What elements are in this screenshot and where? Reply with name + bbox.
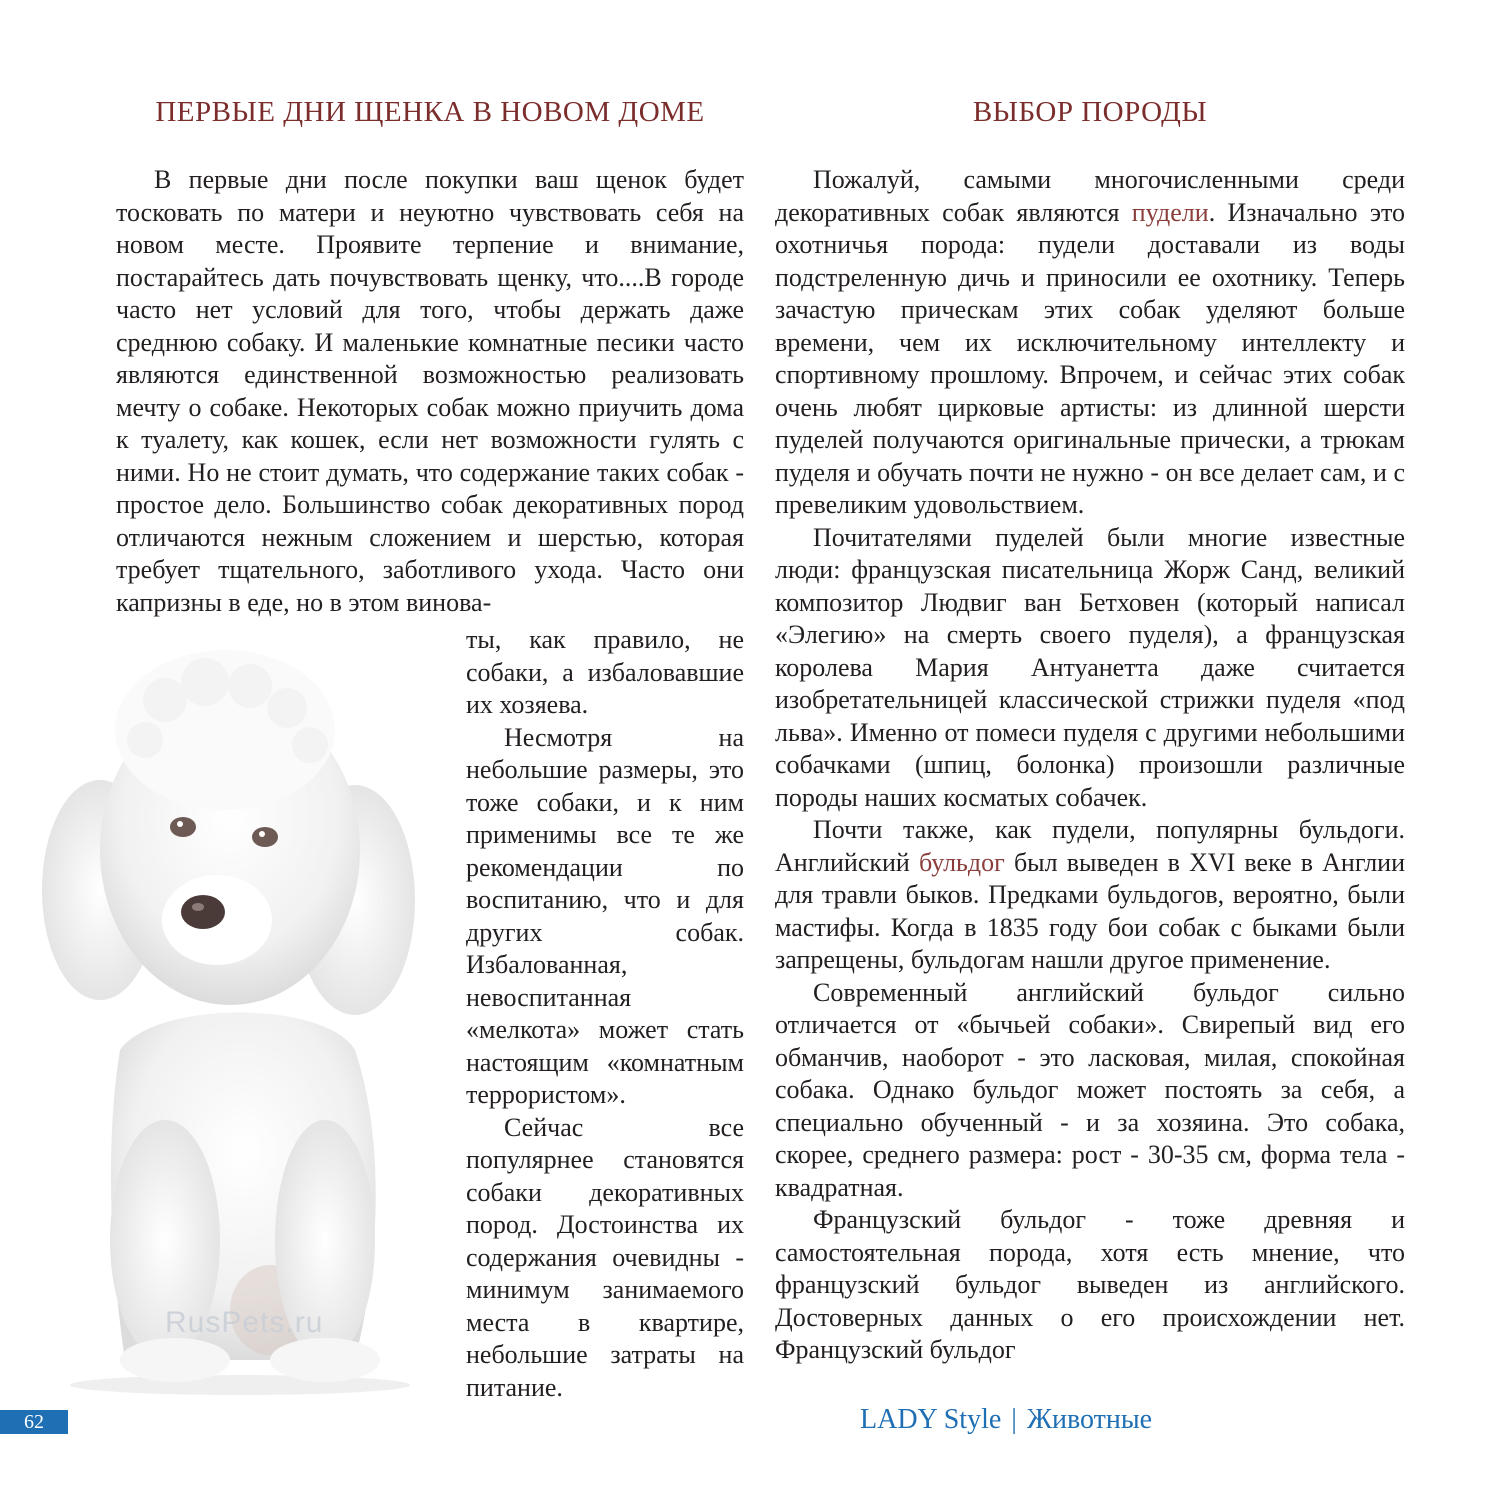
right-paragraph-3 (775, 814, 1405, 977)
right-p3-text-b: был выведен в XVI веке в Англии для травли быков. Предками бульдогов, вероятно, были мастифы. Когда в 1835 году бои собак с быками были запрещены, бульдогам нашли другое применение. (775, 847, 1405, 974)
left-intro-paragraph: В первые дни после покупки ваш щенок будет тосковать по матери и неуютно чувствовать себя на новом месте. Проявите терпение и внимание, постарайтесь дать почувствовать щенку, что....В городе часто нет условий для того, чтобы держать даже среднюю собаку. И маленькие комнатные песики часто являются единственной возможностью реализовать мечту о собаке. Некоторых собак можно приучить дома к туалету, как кошек, если нет возможности гулять с ними. Но не стоит думать, что содержание таких собак - простое дело. Большинство собак декоративных пород отличаются нежным сложением и шерстью, которая требует тщательного, заботливого ухода. Часто они капризны в еде, но в этом винова- (116, 165, 744, 617)
right-column-heading: ВЫБОР ПОРОДЫ (972, 96, 1208, 128)
left-column-heading: ПЕРВЫЕ ДНИ ЩЕНКА В НОВОМ ДОМЕ (155, 96, 705, 128)
left-wrap-paragraph-2: Несмотря на небольшие размеры, это тоже собаки, и к ним применимы все те же рекомендации по воспитанию, что и для других собак. Избалованная, невоспитанная «мелкота» может стать настоящим «комнатным террористом». (466, 722, 744, 1109)
page-number: 62 (0, 1410, 68, 1434)
magazine-name: LADY Style (860, 1404, 1002, 1435)
right-p3-text-a: Почти также, как пудели, популярны бульдоги. Английский (775, 815, 1405, 877)
footer-brand (860, 1404, 1152, 1436)
left-column-wrap (466, 624, 744, 1404)
section-name: Животные (1026, 1404, 1153, 1435)
footer-separator: | (1011, 1404, 1017, 1435)
bulldog-link[interactable]: бульдог (918, 847, 1005, 877)
left-wrap-continuation: ты, как правило, не собаки, а избаловавшие их хозяева. (466, 625, 744, 719)
poodle-illustration (25, 620, 445, 1400)
right-paragraph-4: Современный английский бульдог сильно отличается от «бычьей собаки». Свирепый вид его обманчив, наоборот - это ласковая, милая, спокойная собака. Однако бульдог может постоять за себя, а специально обученный - и за хозяина. Это собака, скорее, среднего размера: рост - 30-35 см, форма тела - квадратная. (775, 977, 1405, 1202)
photo-watermark: RusPets.ru (165, 1306, 324, 1339)
left-column-intro (116, 164, 744, 619)
poodle-photo (25, 620, 445, 1400)
right-p1-text-a: Пожалуй, самыми многочисленными среди декоративных собак являются (775, 165, 1405, 227)
right-paragraph-2: Почитателями пуделей были многие известные люди: французская писательница Жорж Санд, великий композитор Людвиг ван Бетховен (который написал «Элегию» на смерть своего пуделя), а французская королева Мария Антуанетта даже считается изобретательницей классической стрижки пуделя «под льва». Именно от помеси пуделя с другими небольшими собачками (шпиц, болонка) произошли различные породы наших косматых собачек. (775, 522, 1405, 812)
right-paragraph-5: Французский бульдог - тоже древняя и самостоятельная порода, хотя есть мнение, что французский бульдог выведен из английского. Достоверных данных о его происхождении нет. Французский бульдог (775, 1205, 1405, 1364)
right-column (775, 164, 1405, 1367)
right-paragraph-1 (775, 164, 1405, 522)
right-p1-text-b: . Изначально это охотничья порода: пудели доставали из воды подстреленную дичь и приносили ее охотнику. Теперь зачастую прическам этих собак уделяют больше времени, чем их исключительному интеллекту и спортивному прошлому. Впрочем, и сейчас этих собак очень любят цирковые артисты: из длинной шерсти пуделей получаются оригинальные прически, а трюкам пуделя и обучать почти не нужно - он все делает сам, и с превеликим удовольствием. (775, 197, 1405, 519)
left-wrap-paragraph-3: Сейчас все популярнее становятся собаки декоративных пород. Достоинства их содержания очевидны - минимум занимаемого места в квартире, небольшие затраты на питание. (466, 1112, 744, 1402)
poodle-link[interactable]: пудели (1131, 197, 1209, 227)
